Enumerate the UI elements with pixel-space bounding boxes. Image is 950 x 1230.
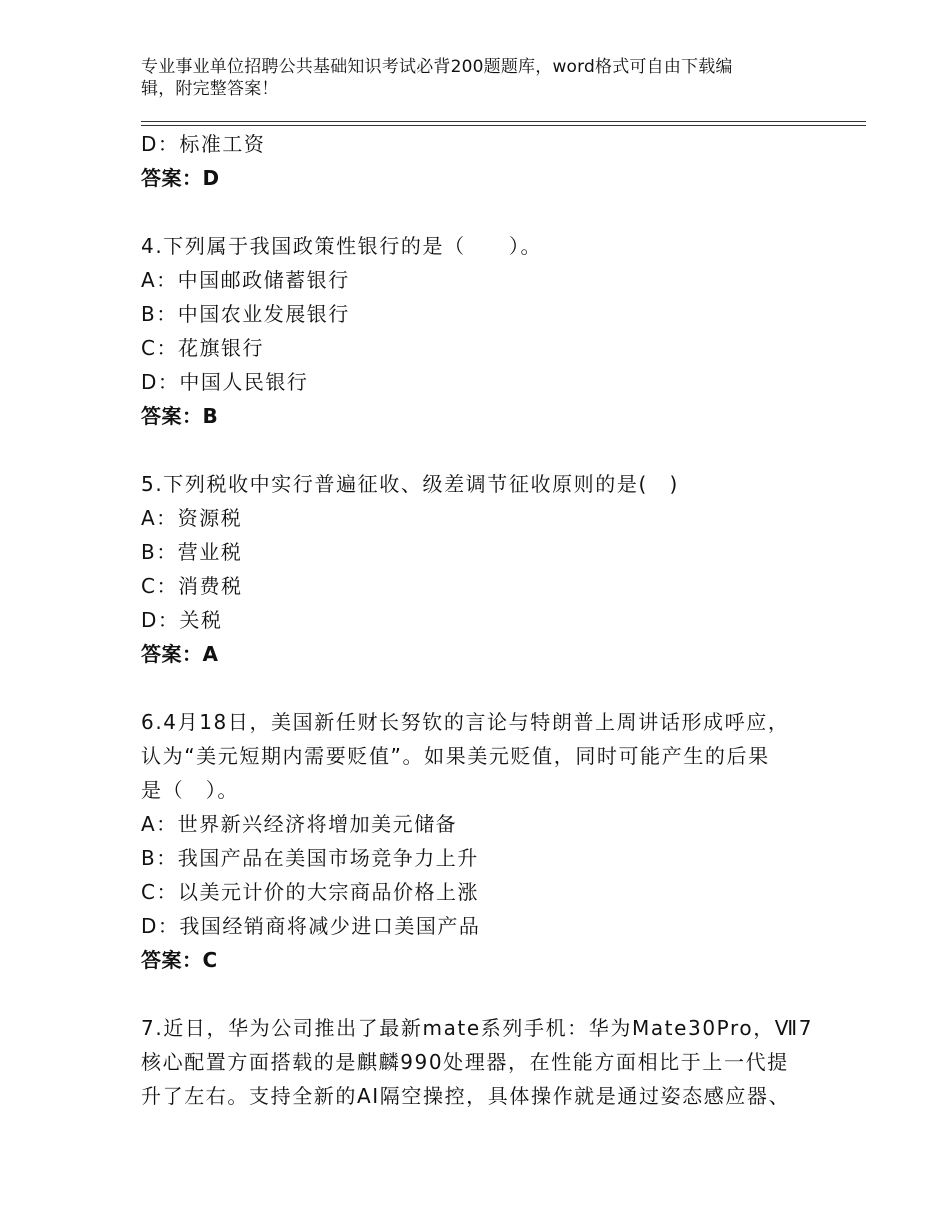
option-line: D：我国经销商将减少进口美国产品 — [141, 914, 481, 938]
question-block — [141, 229, 811, 433]
option-line: A：资源税 — [141, 506, 243, 530]
spacer — [141, 433, 811, 467]
answer-line: 答案：D — [141, 166, 220, 190]
option-line: D：中国人民银行 — [141, 370, 309, 394]
question-stem: 5.下列税收中实行普遍征收、级差调节征收原则的是( ) — [141, 472, 679, 496]
spacer — [141, 195, 811, 229]
option-line: B：营业税 — [141, 540, 243, 564]
page-header — [141, 56, 791, 100]
option-line: D：标准工资 — [141, 132, 266, 156]
option-line: C：以美元计价的大宗商品价格上涨 — [141, 880, 479, 904]
option-line: A：中国邮政储蓄银行 — [141, 268, 350, 292]
question-stem: 4.下列属于我国政策性银行的是（ ）。 — [141, 234, 543, 258]
answer-line: 答案：A — [141, 642, 219, 666]
question-block — [141, 705, 811, 977]
spacer — [141, 671, 811, 705]
header-line-2: 辑，附完整答案！ — [141, 79, 279, 99]
question-block — [141, 1011, 814, 1113]
option-line: B：我国产品在美国市场竞争力上升 — [141, 846, 479, 870]
header-double-rule — [141, 121, 866, 126]
question-stem: 升了左右。支持全新的AI隔空操控，具体操作就是通过姿态感应器、 — [141, 1084, 791, 1108]
option-line: D：关税 — [141, 608, 223, 632]
question-stem: 核心配置方面搭载的是麒麟990处理器，在性能方面相比于上一代提 — [141, 1050, 789, 1074]
question-stem: 6.4月18日，美国新任财长努钦的言论与特朗普上周讲话形成呼应， — [141, 710, 790, 734]
question-block — [141, 467, 811, 671]
option-line: A：世界新兴经济将增加美元储备 — [141, 812, 458, 836]
option-line: C：消费税 — [141, 574, 243, 598]
question-stem: 是（ ）。 — [141, 778, 239, 802]
answer-line: 答案：C — [141, 948, 218, 972]
document-body — [141, 127, 814, 1113]
question-stem: 认为“美元短期内需要贬值”。如果美元贬值，同时可能产生的后果 — [141, 744, 770, 768]
header-line-1: 专业事业单位招聘公共基础知识考试必背200题题库，word格式可自由下载编 — [141, 57, 733, 77]
answer-line: 答案：B — [141, 404, 219, 428]
option-line: B：中国农业发展银行 — [141, 302, 350, 326]
spacer — [141, 977, 811, 1011]
option-line: C：花旗银行 — [141, 336, 264, 360]
question-stem: 7.近日，华为公司推出了最新mate系列手机：华为Mate30Pro，Ⅶ7 — [141, 1016, 814, 1040]
